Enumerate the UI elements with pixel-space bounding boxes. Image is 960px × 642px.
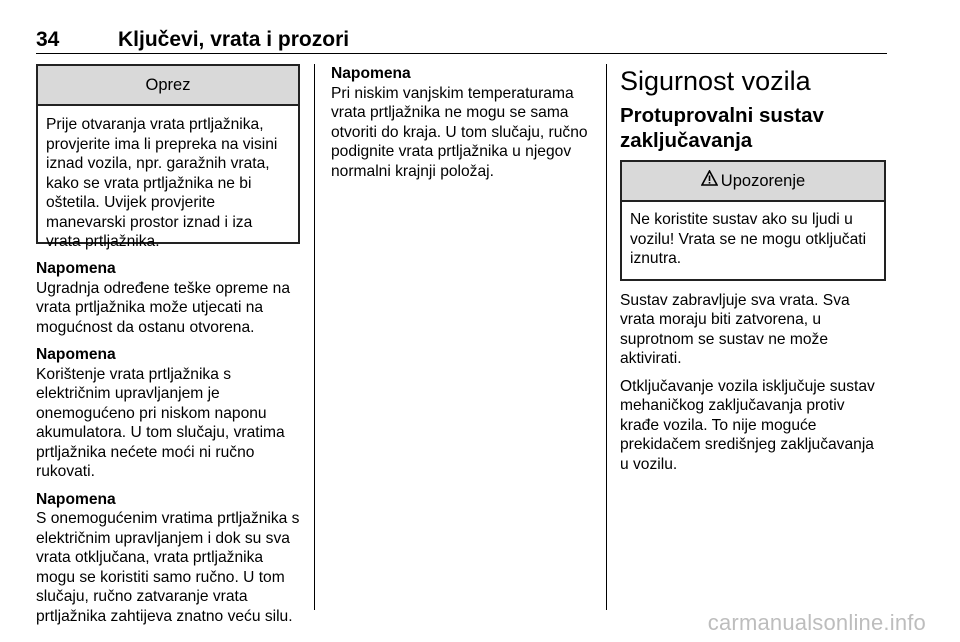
- caution-title: Oprez: [38, 66, 298, 106]
- note-title: Napomena: [36, 346, 116, 363]
- note-text: Korištenje vrata prtljažnika s električnim upravljanjem je onemogućeno pri niskom naponu akumulatora. U tom slučaju, vratima prtljažnika nećete moći ni ručno rukovati.: [36, 365, 285, 480]
- warning-triangle-icon: [701, 162, 718, 200]
- note-title: Napomena: [36, 490, 116, 508]
- note-text: Pri niskim vanjskim temperaturama vrata prtljažnika ne mogu se sama otvoriti do kraja. U tom slučaju, ručno podignite vrata prtljažnika u njegov normalni krajnji položaj.: [331, 84, 588, 180]
- subsection-title: Protuprovalni sustav zaključavanja: [620, 104, 824, 152]
- warning-title: Upozorenje: [720, 172, 806, 190]
- watermark: carmanualsonline.info: [707, 610, 926, 635]
- column-divider: [606, 64, 607, 610]
- chapter-title: Ključevi, vrata i prozori: [118, 28, 350, 51]
- column-divider: [314, 64, 315, 610]
- header-rule: [36, 53, 887, 54]
- note: [36, 345, 300, 482]
- note: [36, 490, 300, 627]
- note-text: S onemogućenim vratima prtljažnika s električnim upravljanjem i dok su sva vrata otključana, vrata prtljažnika mogu se koristiti samo ručno. U tom slučaju, ručno zatvaranje vrata prtljažnika zahtijeva znatno veću silu.: [36, 510, 300, 625]
- middle-column: [331, 64, 595, 181]
- note: [36, 259, 300, 337]
- note-text: Ugradnja određene teške opreme na vrata prtljažnika može utjecati na mogućnost da ostanu otvorena.: [36, 279, 290, 336]
- caution-text: Prije otvaranja vrata prtljažnika, provjerite ima li prepreka na visini iznad vozila, npr. garažnih vrata, kako se vrata prtljažnika ne bi oštetila. Uvijek provjerite manevarski prostor iznad i iza vrata prtljažnika.: [46, 116, 278, 250]
- note-title: Napomena: [331, 65, 411, 82]
- right-column: [620, 64, 886, 474]
- note-title: Napomena: [36, 260, 116, 277]
- warning-header: [622, 162, 884, 202]
- left-column: [36, 64, 300, 626]
- page-number: 34: [36, 28, 60, 51]
- section-title: Sigurnost vozila: [620, 66, 811, 96]
- warning-text: Ne koristite sustav ako su ljudi u vozilu! Vrata se ne mogu otključati iznutra.: [630, 211, 867, 267]
- body-paragraph: Sustav zabravljuje sva vrata. Sva vrata moraju biti zatvorena, u suprotnom se sustav ne može aktivirati.: [620, 291, 850, 367]
- page-header: [36, 28, 886, 50]
- caution-box: [36, 64, 300, 250]
- warning-box: [620, 160, 886, 281]
- body-paragraph: Otključavanje vozila isključuje sustav mehaničkog zaključavanja protiv krađe vozila. To nije moguće prekidačem središnjeg zaključavanja u vozilu.: [620, 377, 875, 473]
